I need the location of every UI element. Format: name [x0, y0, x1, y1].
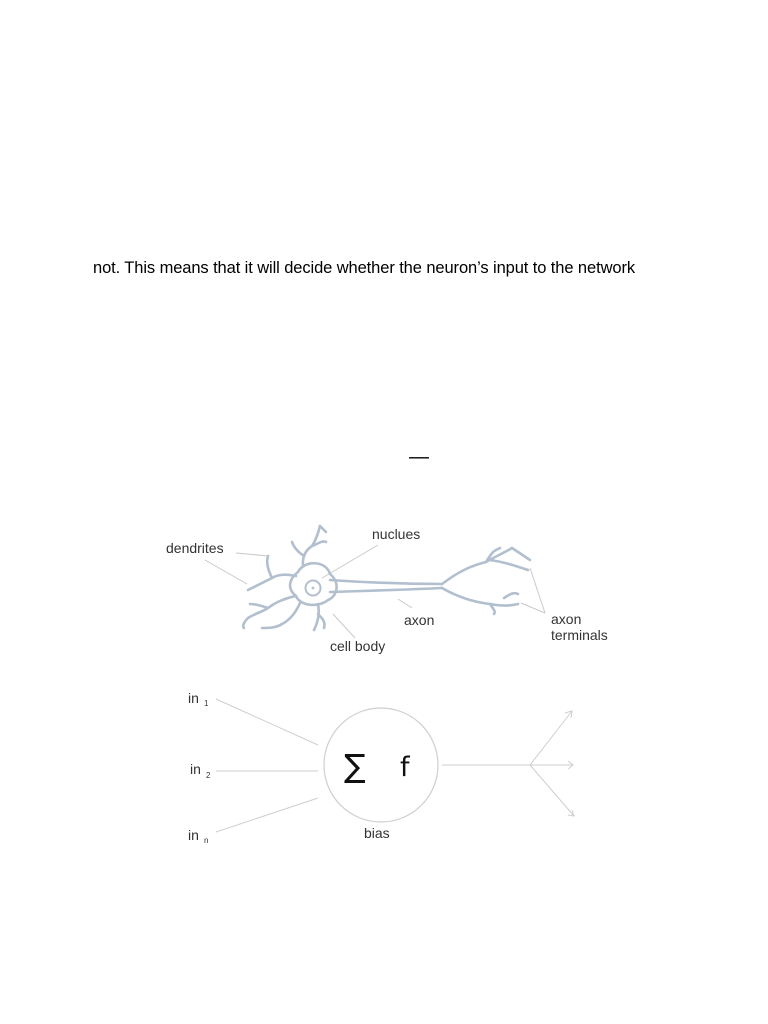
axon-shape [330, 588, 442, 592]
output-branch-up [530, 711, 572, 765]
axon-terminal [442, 548, 512, 584]
sum-symbol: ∑ [344, 747, 366, 785]
neuron-illustration [205, 526, 545, 638]
axon-shape [330, 580, 442, 584]
activation-function-symbol: f [400, 752, 410, 783]
bias-label: bias [364, 825, 390, 841]
input-subscript-1: 1 [204, 699, 209, 708]
dendrites-label: dendrites [166, 540, 224, 556]
axon-terminals-label-line1: axon [551, 611, 582, 627]
dendrites-leader-line-2 [205, 560, 247, 584]
dendrite-branch [292, 526, 326, 556]
input-connection-n [216, 798, 318, 832]
axon-label: axon [404, 612, 435, 628]
nucleus-label: nuclues [372, 526, 421, 542]
axon-leader-line [398, 599, 412, 608]
cell-body-leader-line [333, 614, 355, 638]
axon-terminals-label-line2: terminals [551, 627, 608, 643]
input-subscript-n: n [204, 836, 209, 845]
nucleolus-dot [312, 587, 315, 590]
input-connection-1 [216, 699, 318, 745]
perceptron-diagram [216, 699, 574, 832]
neuron-unit-circle [324, 708, 438, 822]
dash-mark: — [409, 446, 429, 468]
dendrite-branch [314, 604, 325, 630]
input-label-1: in [188, 690, 199, 706]
input-label-n: in [188, 827, 199, 843]
dendrite-branch [267, 556, 272, 578]
cell-body-label: cell body [330, 638, 386, 654]
cell-body-shape [290, 563, 337, 605]
terminals-leader-line [530, 568, 545, 613]
dendrite-branch [243, 596, 296, 628]
output-branch-down [530, 765, 574, 816]
input-subscript-2: 2 [206, 771, 211, 780]
paragraph-line: not. This means that it will decide whether the neuron’s input to the network [93, 259, 636, 277]
terminals-leader-line-2 [521, 603, 545, 613]
dendrites-leader-line [236, 553, 268, 556]
input-label-2: in [190, 761, 201, 777]
